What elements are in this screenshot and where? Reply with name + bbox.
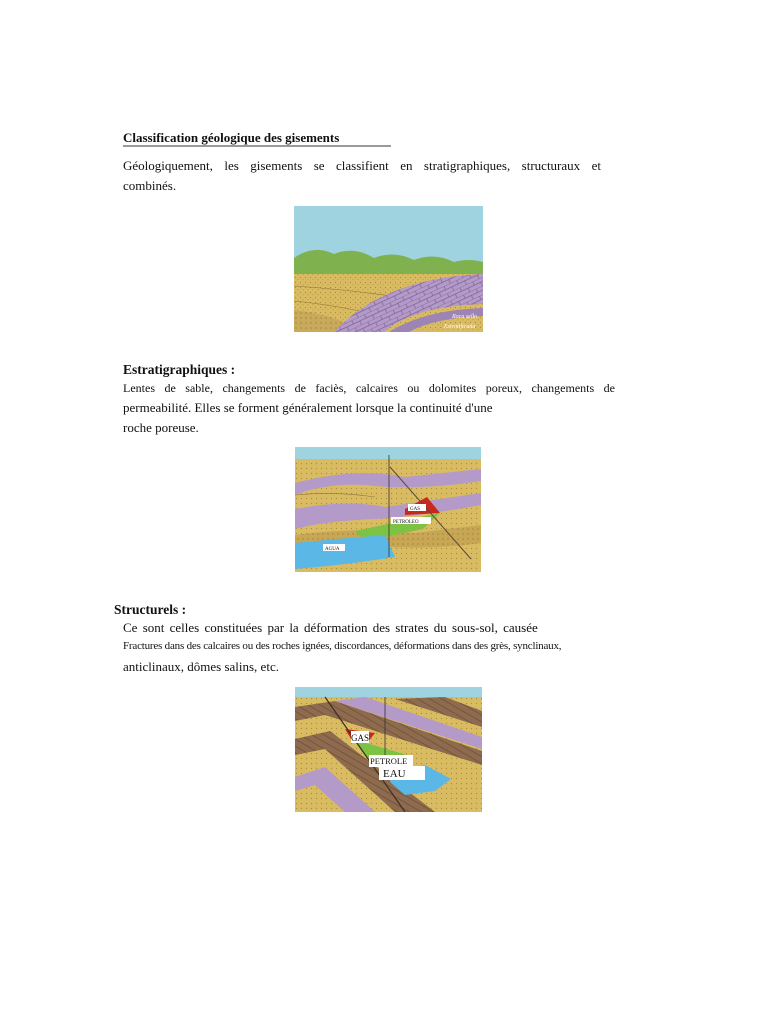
figure1-caption-1: Roca sello [452, 314, 478, 320]
structural-line-3: anticlinaux, dômes salins, etc. [123, 659, 279, 674]
page-title: Classification géologique des gisements [123, 130, 340, 145]
oil-label: PETROLEO [393, 520, 419, 525]
stratigraphic-heading: Estratigraphiques : [123, 362, 236, 377]
water-label: AGUA [325, 547, 340, 552]
figure-structural-trap [295, 687, 482, 812]
water-label: EAU [383, 768, 406, 780]
stratigraphic-line-2: permeabilité. Elles se forment généralement lorsque la continuité d'une [123, 400, 493, 415]
figure-stratified-trap [294, 206, 483, 332]
gas-label: GAS [351, 733, 370, 743]
stratigraphic-line-3: roche poreuse. [123, 420, 199, 435]
structural-line-1: Ce sont celles constituées par la déformation des strates du sous-sol, causée [123, 620, 538, 635]
structural-heading: Structurels : [114, 602, 187, 617]
stratigraphic-line-1: Lentes de sable, changements de faciès, calcaires ou dolomites poreux, changements de [123, 381, 615, 395]
title-underline [123, 145, 391, 147]
intro-line-2: combinés. [123, 178, 177, 193]
oil-label: PETROLE [370, 756, 408, 766]
intro-line-1: Géologiquement, les gisements se classifient en stratigraphiques, structuraux et [123, 158, 601, 173]
gas-label: GAS [410, 507, 421, 512]
figure-stratigraphic-trap [295, 447, 481, 572]
figure1-caption-2: Estratificada [444, 324, 476, 330]
structural-line-2: Fractures dans des calcaires ou des roches ignées, discordances, déformations dans des grès, synclinaux, [123, 640, 562, 652]
